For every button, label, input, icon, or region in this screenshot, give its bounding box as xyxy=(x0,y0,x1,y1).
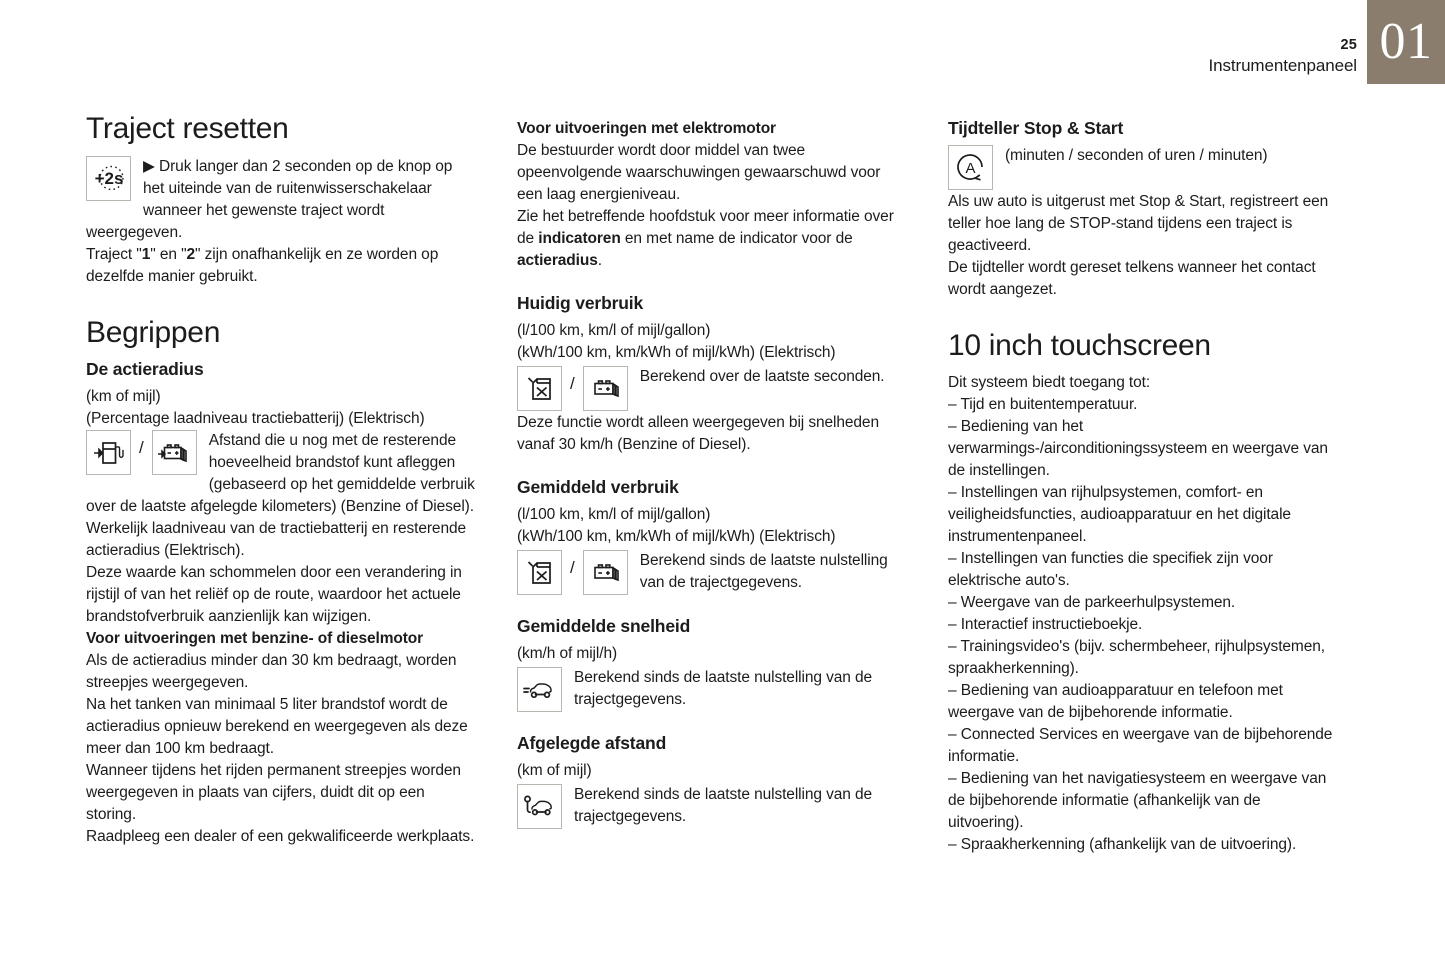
plus-two-seconds-glyph xyxy=(90,159,128,197)
elektro-p2-a: Zie het betreffende hoofdstuk voor meer informatie over de xyxy=(517,208,894,247)
elektro-paragraph-1: De bestuurder wordt door middel van twee opeenvolgende waarschuwingen gewaarschuwd voor een laag energieniveau. xyxy=(517,142,881,203)
tijdteller-icon-row xyxy=(948,145,1339,190)
reset-note-c: " en " xyxy=(150,245,187,263)
reset-note-d: 2 xyxy=(186,245,196,263)
actieradius-paragraph-2: Werkelijk laadniveau van de tractiebatterij en resterende actieradius (Elektrisch). xyxy=(86,520,467,560)
subhead-elektromotor: Voor uitvoeringen met elektromotor xyxy=(517,120,776,137)
actieradius-units-2: (Percentage laadniveau tractiebatterij) (Elektrisch) xyxy=(86,410,425,428)
chapter-number: 01 xyxy=(1379,13,1433,70)
actieradius-icon-text: Afstand die u nog met de resterende hoeveelheid brandstof kunt afleggen (gebaseerd op het gemiddelde verbruik over de laatste afgelegde kilometers) (Benzine of Diesel). xyxy=(86,432,475,516)
battery-stack-icon xyxy=(583,366,628,411)
jerrycan-cross-glyph xyxy=(522,370,558,406)
icon-separator-slash: / xyxy=(570,557,575,577)
huidig-icon-text: Berekend over de laatste seconden. xyxy=(639,367,885,385)
car-speed-icon xyxy=(517,667,562,712)
afstand-icon-row xyxy=(517,784,908,829)
gemiddeld-icon-row xyxy=(517,550,908,595)
section-title-begrippen: Begrippen xyxy=(86,315,221,349)
list-item: – Bediening van het navigatiesysteem en weergave van de bijbehorende informatie (afhankelijk van de uitvoering). xyxy=(948,770,1327,832)
svg-text:A: A xyxy=(964,160,976,178)
list-item: – Tijd en buitentemperatuur. xyxy=(948,396,1138,414)
reset-instruction-text: ▶ Druk langer dan 2 seconden op de knop op het uiteinde van de ruitenwisserschakelaar wanneer het gewenste traject wordt weergegeven. xyxy=(86,157,453,241)
plus-two-seconds-icon xyxy=(86,156,131,201)
icon-separator-slash: / xyxy=(570,373,575,393)
chapter-title: Instrumentenpaneel xyxy=(1208,56,1357,76)
subhead-afgelegde-afstand: Afgelegde afstand xyxy=(517,732,667,753)
battery-stack-icon xyxy=(152,430,197,475)
huidig-note: Deze functie wordt alleen weergegeven bij snelheden vanaf 30 km/h (Benzine of Diesel). xyxy=(517,413,879,453)
benzine-paragraph-4: Raadpleeg een dealer of een gekwalificeerde werkplaats. xyxy=(86,828,475,846)
car-distance-glyph xyxy=(521,787,559,825)
gemiddeld-icon-text: Berekend sinds de laatste nulstelling van de trajectgegevens. xyxy=(639,551,888,591)
reset-instruction-block xyxy=(86,156,477,244)
fuel-pump-glyph xyxy=(91,435,127,471)
actieradius-icon-block xyxy=(86,430,477,518)
jerrycan-cross-glyph xyxy=(522,554,558,590)
benzine-paragraph-3: Wanneer tijdens het rijden permanent streepjes worden weergegeven in plaats van cijfers, duidt dit op een storing. xyxy=(86,762,461,824)
reset-note-e: " zijn onafhankelijk en ze worden op dezelfde manier gebruikt. xyxy=(86,245,439,285)
jerrycan-cross-icon xyxy=(517,550,562,595)
snelheid-icon-text: Berekend sinds de laatste nulstelling van de trajectgegevens. xyxy=(574,668,873,708)
elektro-paragraph-2 xyxy=(517,206,908,272)
list-item: – Connected Services en weergave van de bijbehorende informatie. xyxy=(948,726,1333,766)
subhead-benzine-diesel: Voor uitvoeringen met benzine- of dieselmotor xyxy=(86,630,424,648)
huidig-units-1: (l/100 km, km/l of mijl/gallon) xyxy=(517,321,711,339)
subhead-tijdteller-stop-start: Tijdteller Stop & Start xyxy=(948,118,1124,138)
subhead-de-actieradius: De actieradius xyxy=(86,359,204,380)
car-distance-icon xyxy=(517,784,562,829)
svg-text:+2s: +2s xyxy=(94,169,123,189)
content-columns xyxy=(86,112,1359,949)
list-item: – Weergave van de parkeerhulpsystemen. xyxy=(948,594,1236,612)
elektro-p2-actieradius: actieradius xyxy=(517,252,598,269)
list-item: – Instellingen van rijhulpsystemen, comfort- en veiligheidsfuncties, audioapparatuur en het digitale instrumentenpaneel. xyxy=(948,484,1291,546)
battery-stack-glyph xyxy=(587,554,623,590)
tijdteller-units: (minuten / seconden of uren / minuten) xyxy=(1005,146,1268,164)
column-3 xyxy=(948,112,1339,949)
list-item: – Trainingsvideo's (bijv. schermbeheer, rijhulpsystemen, spraakherkenning). xyxy=(948,638,1325,678)
list-item: – Interactief instructieboekje. xyxy=(948,616,1143,634)
list-item: – Spraakherkenning (afhankelijk van de uitvoering). xyxy=(948,836,1297,854)
gemiddeld-units-1: (l/100 km, km/l of mijl/gallon) xyxy=(517,505,711,523)
touchscreen-feature-list xyxy=(948,394,1339,856)
tijdteller-paragraph-1: Als uw auto is uitgerust met Stop & Start, registreert een teller hoe lang de STOP-stand tijdens een traject is geactiveerd. xyxy=(948,192,1329,254)
stop-start-auto-icon xyxy=(948,145,993,190)
header-text-block xyxy=(1209,36,1357,77)
column-1 xyxy=(86,112,477,949)
list-item: – Bediening van audioapparatuur en telefoon met weergave van de bijbehorende informatie. xyxy=(948,682,1283,722)
subhead-gemiddelde-snelheid: Gemiddelde snelheid xyxy=(517,615,691,636)
benzine-paragraph-1: Als de actieradius minder dan 30 km bedraagt, worden streepjes weergegeven. xyxy=(86,652,457,692)
battery-stack-glyph xyxy=(587,370,623,406)
icon-separator-slash: / xyxy=(139,438,144,458)
reset-note-b: 1 xyxy=(141,245,151,263)
actieradius-paragraph-3: Deze waarde kan schommelen door een verandering in rijstijl of van het reliëf op de route, waardoor het actuele brandstofverbruik aanzienlijk kan wijzigen. xyxy=(86,564,462,626)
benzine-paragraph-2: Na het tanken van minimaal 5 liter brandstof wordt de actieradius opnieuw berekend en weergegeven als deze meer dan 100 km bedraagt. xyxy=(86,696,468,758)
elektro-p2-c: en met name de indicator voor de xyxy=(620,230,853,247)
stop-start-auto-glyph xyxy=(952,148,990,186)
section-title-traject-resetten: Traject resetten xyxy=(86,112,289,145)
gemiddeld-units-2: (kWh/100 km, km/kWh of mijl/kWh) (Elektrisch) xyxy=(517,527,836,545)
actieradius-units-1: (km of mijl) xyxy=(86,388,161,406)
reset-note-a: Traject " xyxy=(86,245,142,263)
snelheid-units: (km/h of mijl/h) xyxy=(517,644,618,662)
chapter-tab xyxy=(1367,0,1445,84)
elektro-p2-indicatoren: indicatoren xyxy=(538,230,621,247)
car-speed-glyph xyxy=(521,670,559,708)
snelheid-icon-row xyxy=(517,667,908,712)
list-item: – Instellingen van functies die specifiek zijn voor elektrische auto's. xyxy=(948,550,1273,590)
page-header xyxy=(0,0,1445,92)
battery-stack-icon xyxy=(583,550,628,595)
section-title-touchscreen: 10 inch touchscreen xyxy=(948,328,1211,362)
list-item: – Bediening van het verwarmings-/airconditioningssysteem en weergave van de instellingen. xyxy=(948,418,1328,480)
column-2 xyxy=(517,112,908,949)
tijdteller-paragraph-2: De tijdteller wordt gereset telkens wanneer het contact wordt aangezet. xyxy=(948,258,1316,298)
huidig-units-2: (kWh/100 km, km/kWh of mijl/kWh) (Elektrisch) xyxy=(517,343,836,361)
touchscreen-intro: Dit systeem biedt toegang tot: xyxy=(948,374,1151,392)
elektro-p2-e: . xyxy=(597,252,602,269)
fuel-pump-icon xyxy=(86,430,131,475)
afstand-units: (km of mijl) xyxy=(517,761,592,779)
subhead-huidig-verbruik: Huidig verbruik xyxy=(517,293,644,313)
actieradius-icon-pair xyxy=(86,430,197,475)
battery-stack-glyph xyxy=(156,435,192,471)
subhead-gemiddeld-verbruik: Gemiddeld verbruik xyxy=(517,476,679,497)
reset-note-text xyxy=(86,244,477,288)
huidig-icon-row xyxy=(517,366,908,411)
page-number: 25 xyxy=(1340,37,1357,53)
afstand-icon-text: Berekend sinds de laatste nulstelling van de trajectgegevens. xyxy=(574,785,873,825)
jerrycan-cross-icon xyxy=(517,366,562,411)
